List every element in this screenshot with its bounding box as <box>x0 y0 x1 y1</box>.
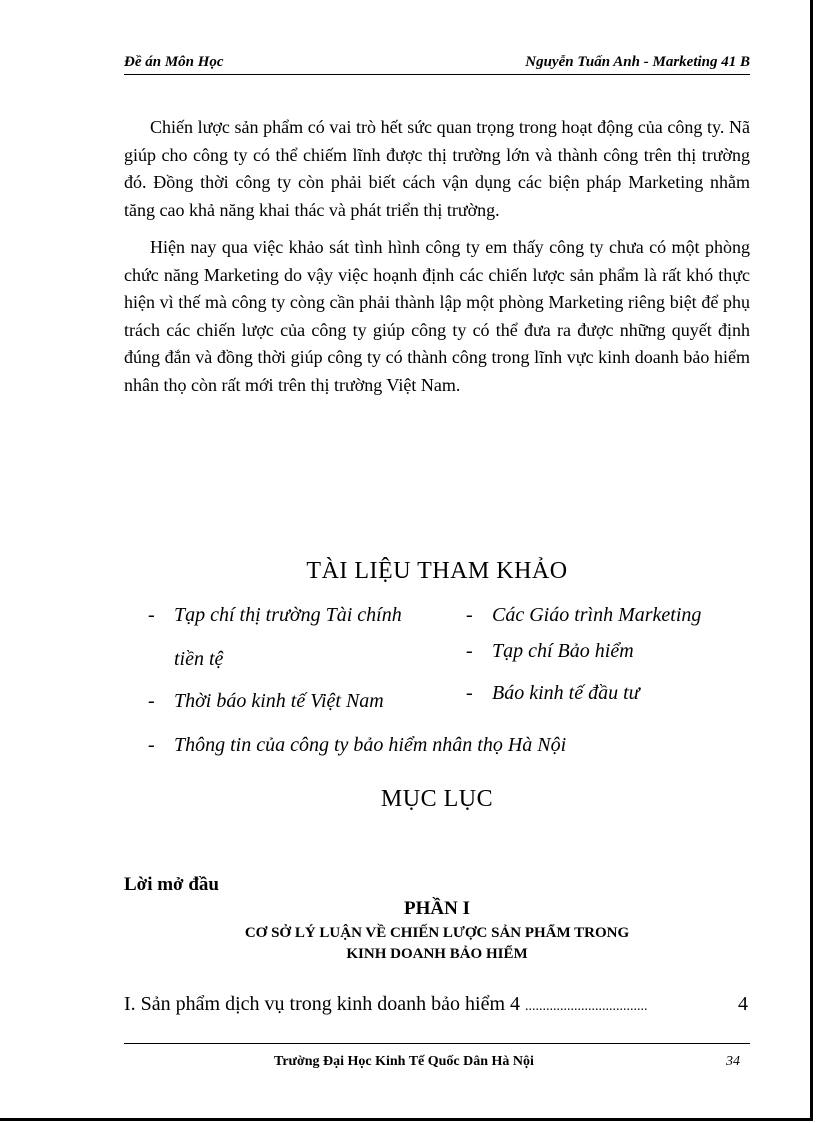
toc-entry-text: I. Sản phẩm dịch vụ trong kinh doanh bảo hiểm 4 <box>124 993 526 1015</box>
toc-entry-page: 4 <box>738 993 748 1015</box>
part-title-line-1: CƠ SỞ LÝ LUẬN VỀ CHIẾN LƯỢC SẢN PHẨM TRONG <box>244 925 630 941</box>
header-course: Đề án Môn Học <box>124 54 224 70</box>
page-header <box>124 52 750 75</box>
toc-title: MỤC LỤC <box>380 786 494 812</box>
paragraph-2: Hiện nay qua việc khảo sát tình hình công ty em thấy công ty chưa có một phòng chức năng Marketing do vậy việc hoạnh định các chiến lược sản phẩm là rất khó thực hiện vì thế mà công ty còng cần phải thành lập một phòng Marketing riêng biệt để phụ trách các chiến lược của công ty giúp công ty có thể đưa ra được những quyết định đúng đắn và đồng thời giúp công ty có thành công trong lĩnh vực kinh doanh bảo hiểm nhân thọ còn rất mới trên thị trường Việt Nam. <box>124 237 750 395</box>
paragraph-1: Chiến lược sản phẩm có vai trò hết sức quan trọng trong hoạt động của công ty. Nã giúp cho công ty có thể chiếm lĩnh được thị trường lớn và thành công trên thị trường đó. Đồng thời công ty còn phải biết cách vận dụng các biện pháp Marketing nhằm tăng cao khả năng khai thác và phát triển thị trường. <box>124 117 750 220</box>
body-text <box>124 114 750 409</box>
references-title: TÀI LIỆU THAM KHẢO <box>306 558 568 584</box>
footer-school: Trường Đại Học Kinh Tế Quốc Dân Hà Nội <box>274 1054 534 1069</box>
part-label: PHẦN I <box>404 898 470 919</box>
toc-entry <box>124 993 750 1016</box>
header-author: Nguyễn Tuấn Anh - Marketing 41 B <box>525 54 750 70</box>
part-title-line-2: KINH DOANH BẢO HIỂM <box>346 946 528 962</box>
toc-entry-dots: ................................... <box>525 999 648 1014</box>
toc-intro: Lời mở đầu <box>124 874 219 895</box>
footer-rule <box>124 1043 750 1044</box>
page-number: 34 <box>726 1054 740 1069</box>
